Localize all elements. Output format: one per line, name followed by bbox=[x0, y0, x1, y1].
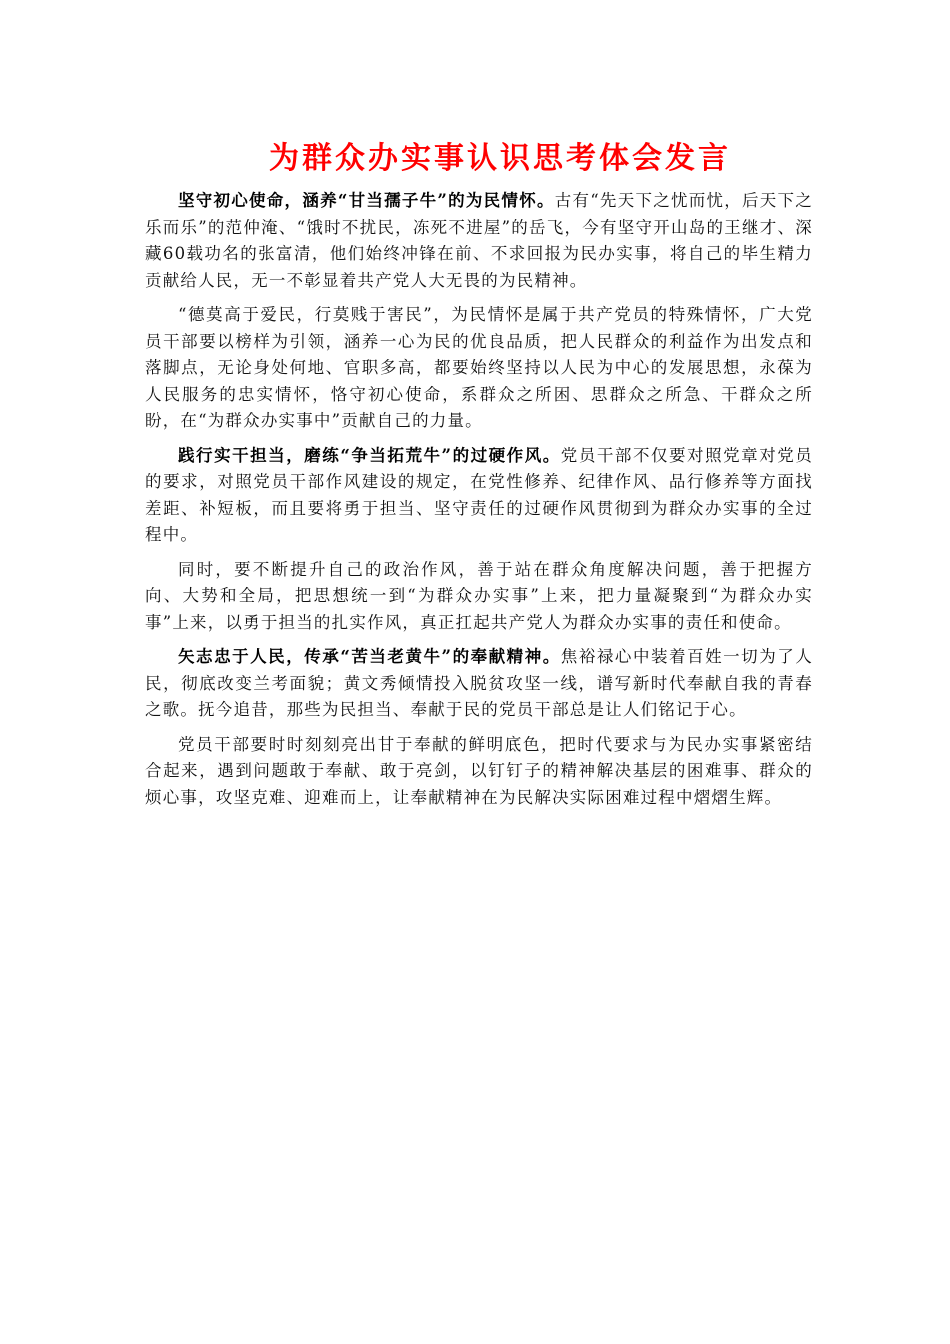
paragraph-4-text: 同时，要不断提升自己的政治作风，善于站在群众角度解决问题，善于把握方向、大势和全局，把思想统一到“为群众办实事”上来，把力量凝聚到“为群众办实事”上来，以勇于担当的扎实作风，真正扛起共产党人为群众办实事的责任和使命。 bbox=[145, 559, 813, 632]
paragraph-5-text: 焦裕禄心中装着百姓一切为了人民，彻底改变兰考面貌；黄文秀倾情投入脱贫攻坚一线，谱写新时代奉献自我的青春之歌。抚今追昔，那些为民担当、奉献于民的党员干部总是让人们铭记于心。 bbox=[145, 647, 813, 719]
paragraph-3-text: 党员干部不仅要对照党章对党员的要求，对照党员干部作风建设的规定，在党性修养、纪律作风、品行修养等方面找差距、补短板，而且要将勇于担当、坚守责任的过硬作风贯彻到为群众办实事的全过程中。 bbox=[145, 445, 813, 544]
paragraph-5 bbox=[145, 644, 813, 724]
paragraph-1 bbox=[145, 188, 813, 294]
paragraph-3-lead: 践行实干担当，磨练“争当拓荒牛”的过硬作风。 bbox=[178, 445, 561, 465]
paragraph-6 bbox=[145, 732, 813, 812]
paragraph-6-text: 党员干部要时时刻刻亮出甘于奉献的鲜明底色，把时代要求与为民办实事紧密结合起来，遇到问题敢于奉献、敢于亮剑，以钉钉子的精神解决基层的困难事、群众的烦心事，攻坚克难、迎难而上，让奉献精神在为民解决实际困难过程中熠熠生辉。 bbox=[145, 734, 813, 807]
paragraph-1-text: 古有“先天下之忧而忧，后天下之乐而乐”的范仲淹、“饿时不扰民，冻死不进屋”的岳飞，今有坚守开山岛的王继才、深藏60载功名的张富清，他们始终冲锋在前、不求回报为民办实事，将自己的毕生精力贡献给人民，无一不彰显着共产党人大无畏的为民精神。 bbox=[145, 191, 813, 290]
paragraph-1-lead: 坚守初心使命，涵养“甘当孺子牛”的为民情怀。 bbox=[178, 191, 555, 210]
paragraph-3 bbox=[145, 443, 813, 549]
document-body bbox=[145, 188, 813, 819]
paragraph-4 bbox=[145, 557, 813, 637]
paragraph-5-lead: 矢志忠于人民，传承“苦当老黄牛”的奉献精神。 bbox=[178, 647, 561, 666]
paragraph-2 bbox=[145, 302, 813, 435]
paragraph-2-text: “德莫高于爱民，行莫贱于害民”，为民情怀是属于共产党员的特殊情怀，广大党员干部要以榜样为引领，涵养一心为民的优良品质，把人民群众的利益作为出发点和落脚点，无论身处何地、官职多高，都要始终坚持以人民为中心的发展思想，永葆为人民服务的忠实情怀，恪守初心使命，系群众之所困、思群众之所急、干群众之所盼，在“为群众办实事中”贡献自己的力量。 bbox=[145, 305, 813, 430]
document-title: 为群众办实事认识思考体会发言 bbox=[269, 141, 731, 176]
